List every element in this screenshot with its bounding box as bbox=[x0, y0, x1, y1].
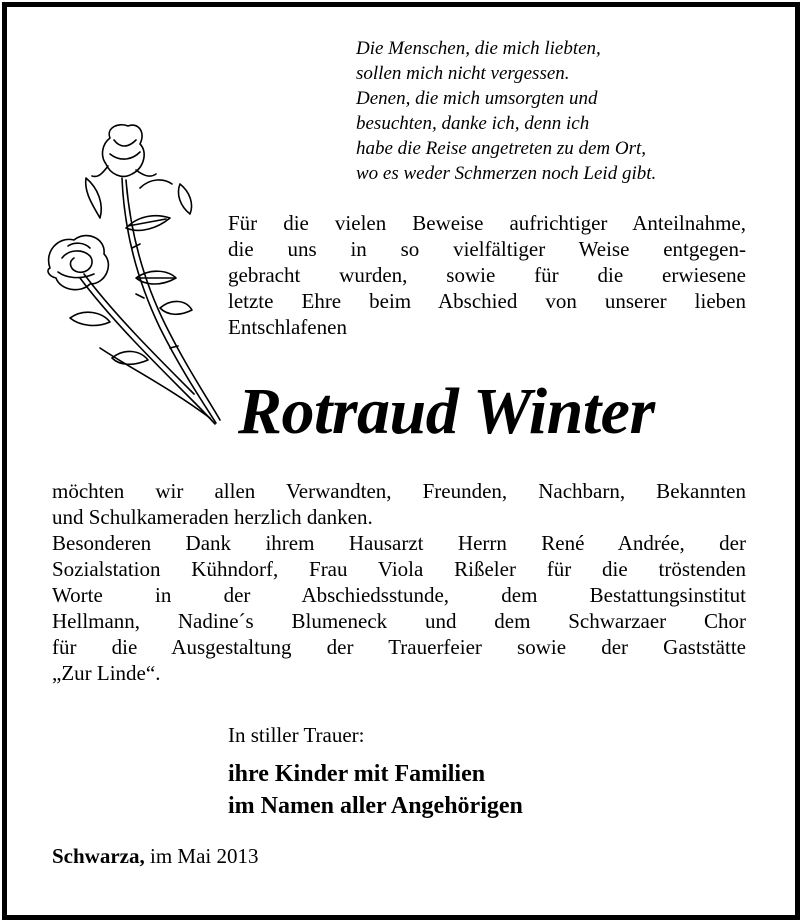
deceased-name: Rotraud Winter bbox=[238, 375, 655, 448]
poem-line: Die Menschen, die mich liebten, bbox=[356, 38, 601, 59]
thanks-line: gebracht wurden, sowie für die erwiesene bbox=[228, 263, 746, 287]
body-paragraph bbox=[52, 478, 746, 686]
body-line: und Schulkameraden herzlich danken. bbox=[52, 505, 373, 529]
body-line: Sozialstation Kühndorf, Frau Viola Rißeler für die tröstenden bbox=[52, 557, 746, 581]
date: im Mai 2013 bbox=[150, 844, 259, 868]
poem-line: wo es weder Schmerzen noch Leid gibt. bbox=[356, 163, 657, 184]
thanks-paragraph bbox=[228, 210, 746, 340]
poem-line: habe die Reise angetreten zu dem Ort, bbox=[356, 138, 647, 159]
poem-line: sollen mich nicht vergessen. bbox=[356, 63, 570, 84]
mourning-label: In stiller Trauer: bbox=[228, 723, 365, 747]
body-line: Besonderen Dank ihrem Hausarzt Herrn René Andrée, der bbox=[52, 531, 746, 555]
family-signature bbox=[228, 758, 523, 822]
family-line: ihre Kinder mit Familien bbox=[228, 761, 486, 787]
body-line: Hellmann, Nadine´s Blumeneck und dem Schwarzaer Chor bbox=[52, 609, 746, 633]
body-line: „Zur Linde“. bbox=[52, 661, 161, 685]
body-line: möchten wir allen Verwandten, Freunden, Nachbarn, Bekannten bbox=[52, 479, 746, 503]
thanks-line: die uns in so vielfältiger Weise entgegen- bbox=[228, 237, 746, 261]
thanks-line: Für die vielen Beweise aufrichtiger Anteilnahme, bbox=[228, 211, 746, 235]
thanks-line: letzte Ehre beim Abschied von unserer lieben bbox=[228, 289, 746, 313]
town: Schwarza, bbox=[52, 844, 145, 868]
place-date bbox=[52, 843, 259, 869]
body-line: Worte in der Abschiedsstunde, dem Bestattungsinstitut bbox=[52, 583, 746, 607]
thanks-line: Entschlafenen bbox=[228, 315, 347, 339]
body-line: für die Ausgestaltung der Trauerfeier sowie der Gaststätte bbox=[52, 635, 746, 659]
rose-icon bbox=[40, 118, 230, 438]
poem-line: besuchten, danke ich, denn ich bbox=[356, 113, 590, 134]
family-line: im Namen aller Angehörigen bbox=[228, 793, 523, 819]
poem-line: Denen, die mich umsorgten und bbox=[356, 88, 598, 109]
poem bbox=[356, 36, 776, 186]
